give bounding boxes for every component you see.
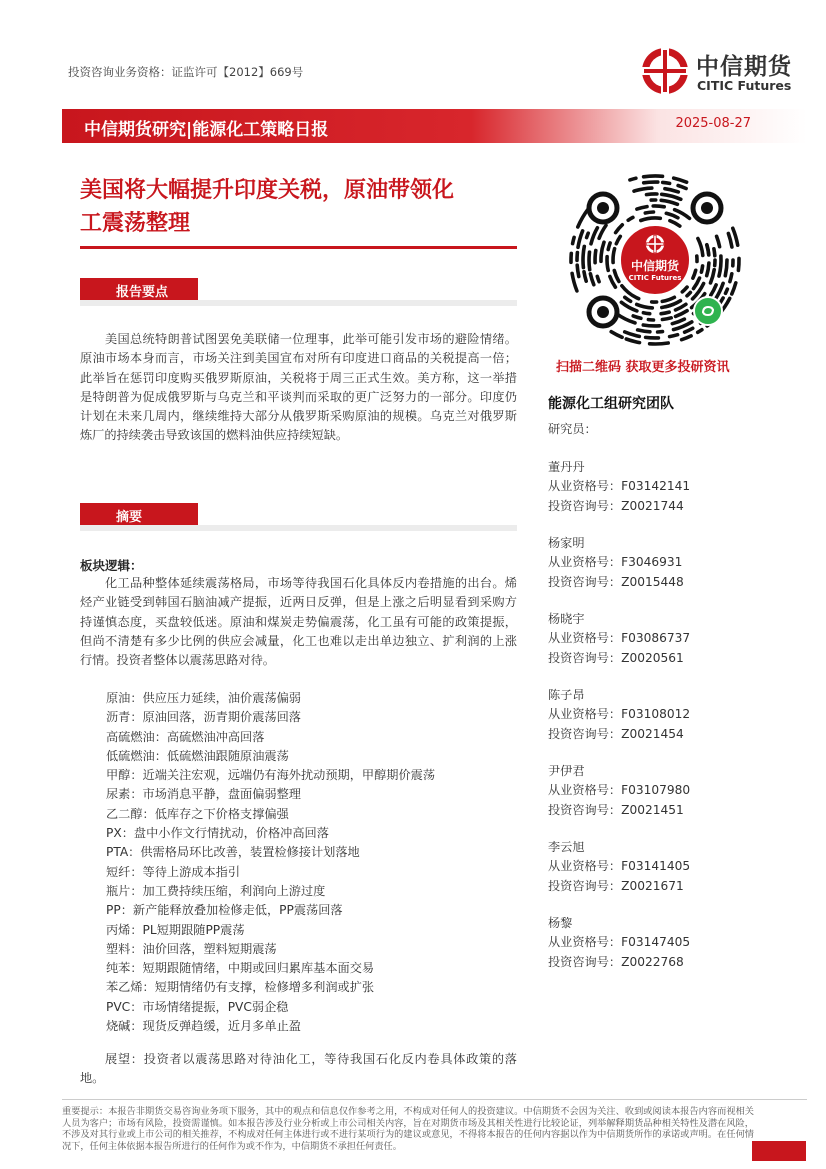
list-item: 高硫燃油：高硫燃油冲高回落 (106, 729, 265, 744)
team-member (548, 762, 690, 820)
team-member (548, 914, 690, 972)
list-item: 沥青：原油回落，沥青期价震荡回落 (106, 710, 301, 725)
member-practice-id: 从业资格号：F3046931 (548, 555, 683, 570)
headline-underline (80, 246, 517, 249)
headline-line-1: 美国将大幅提升印度关税，原油带领化 (80, 178, 455, 203)
member-consult-id: 投资咨询号：Z0021451 (548, 802, 684, 817)
section-tab-summary (80, 503, 517, 531)
list-item: 苯乙烯：短期情绪仍有支撑，检修增多利润或扩张 (106, 980, 375, 995)
member-practice-id: 从业资格号：F03107980 (548, 783, 691, 798)
report-date: 2025-08-27 (675, 116, 751, 131)
report-banner (62, 109, 807, 143)
list-item: 塑料：油价回落，塑料短期震荡 (106, 941, 277, 956)
report-points-text: 美国总统特朗普试图罢免美联储一位理事，此举可能引发市场的避险情绪。原油市场本身而言，市场关注到美国宣布对所有印度进口商品的关税提高一倍；此举旨在惩罚印度购买俄罗斯原油，关税将于周三正式生效。美方称，这一举措是特朗普为促成俄罗斯与乌克兰和平谈判而采取的更广泛努力的一部分。印度仍计划在未来几周内，继续维持大部分从俄罗斯采购原油的规模。乌克兰对俄罗斯炼厂的持续袭击导致该国的燃料油供应持续短缺。 (80, 332, 517, 443)
report-series-title: 中信期货研究|能源化工策略日报 (84, 120, 329, 140)
team-member (548, 838, 690, 896)
list-item: PVC：市场情绪提振，PVC弱企稳 (106, 999, 289, 1014)
page-number-tab (752, 1141, 806, 1161)
disclaimer: 重要提示：本报告非期货交易咨询业务项下服务，其中的观点和信息仅作参考之用，不构成对任何人的投资建议。中信期货不会因为关注、收到或阅读本报告内容而视相关人员为客户；市场有风险，投资需谨慎。如本报告涉及行业分析或上市公司相关内容，旨在对期货市场及其相关性进行比较论证，列举解释期货品种相关特性及潜在风险，不涉及对其行业或上市公司的相关推荐，不构成对任何主体进行或不进行某项行为的建议或意见，不得将本报告的任何内容据以作为中信期货所作的承诺或声明。在任何情况下，任何主体依据本报告所进行的任何作为或不作为，中信期货不承担任何责任。 (62, 1106, 754, 1152)
list-item: 短纤：等待上游成本指引 (106, 864, 241, 879)
team-member (548, 534, 684, 592)
logo-chinese-name: 中信期货 (696, 54, 792, 80)
report-points-paragraph (80, 330, 517, 446)
team-member (548, 458, 690, 516)
sector-logic-paragraph (80, 574, 517, 670)
section-tab-report-points (80, 278, 517, 306)
member-practice-id: 从业资格号：F03141405 (548, 859, 691, 874)
section-label-summary: 摘要 (116, 510, 143, 525)
outlook-paragraph (80, 1050, 517, 1089)
member-practice-id: 从业资格号：F03108012 (548, 707, 691, 722)
sector-logic-heading: 板块逻辑： (80, 558, 143, 573)
member-consult-id: 投资咨询号：Z0015448 (548, 574, 684, 589)
team-member (548, 610, 690, 668)
member-consult-id: 投资咨询号：Z0021744 (548, 498, 684, 513)
member-consult-id: 投资咨询号：Z0022768 (548, 954, 684, 969)
member-name: 杨晓宇 (548, 612, 585, 626)
member-name: 尹伊君 (548, 764, 585, 778)
list-item: 低硫燃油：低硫燃油跟随原油震荡 (106, 748, 289, 763)
sector-logic-text: 化工品种整体延续震荡格局，市场等待我国石化具体反内卷措施的出台。烯烃产业链受到韩国石脑油减产提振，近两日反弹，但是上涨之后明显看到采购方持谨慎态度，买盘较低迷。原油和煤炭走势偏震荡，化工虽有可能的政策提振，但尚不清楚有多少比例的供应会减量，化工也难以走出单边独立、扩利润的上涨行情。投资者整体以震荡思路对待。 (80, 576, 517, 668)
product-outlook-list (106, 689, 435, 1036)
list-item: PX：盘中小作文行情扰动，价格冲高回落 (106, 826, 329, 841)
qr-caption: 扫描二维码 获取更多投研资讯 (556, 360, 730, 375)
member-name: 董丹丹 (548, 460, 585, 474)
list-item: PTA：供需格局环比改善，装置检修接计划落地 (106, 845, 360, 860)
member-name: 杨家明 (548, 536, 585, 550)
license-text: 投资咨询业务资格：证监许可【2012】669号 (68, 65, 304, 79)
headline-line-2: 工震荡整理 (80, 211, 191, 236)
logo-english-name: CITIC Futures (697, 78, 792, 93)
section-label-report-points: 报告要点 (116, 285, 169, 300)
qr-center-en: CITIC Futures (628, 274, 682, 282)
member-name: 杨黎 (548, 916, 573, 930)
member-practice-id: 从业资格号：F03086737 (548, 631, 691, 646)
team-title: 能源化工组研究团队 (548, 396, 674, 412)
list-item: 纯苯：短期跟随情绪，中期或回归累库基本面交易 (106, 961, 375, 976)
list-item: 甲醇：近端关注宏观，远端仍有海外扰动预期，甲醇期价震荡 (106, 768, 436, 783)
member-consult-id: 投资咨询号：Z0021454 (548, 726, 684, 741)
member-name: 陈子昂 (548, 688, 585, 702)
team-role-label: 研究员： (548, 422, 597, 436)
outlook-text: 展望：投资者以震荡思路对待油化工，等待我国石化反内卷具体政策的落地。 (80, 1052, 517, 1086)
list-item: 原油：供应压力延续，油价震荡偏弱 (106, 691, 301, 705)
citic-logo (640, 46, 805, 98)
citic-emblem-icon (645, 234, 665, 254)
list-item: 乙二醇：低库存之下价格支撑偏强 (106, 806, 289, 821)
member-consult-id: 投资咨询号：Z0021671 (548, 878, 684, 893)
list-item: 尿素：市场消息平静，盘面偏弱整理 (106, 787, 301, 802)
citic-emblem-icon (640, 46, 690, 96)
member-consult-id: 投资咨询号：Z0020561 (548, 650, 684, 665)
list-item: 瓶片：加工费持续压缩，利润向上游过度 (106, 883, 326, 898)
qr-center-badge (617, 222, 693, 298)
headline (80, 174, 520, 240)
qr-center-cn: 中信期货 (630, 259, 679, 273)
member-practice-id: 从业资格号：F03142141 (548, 479, 691, 494)
footer-divider (62, 1099, 807, 1100)
mini-program-icon (693, 296, 723, 326)
member-name: 李云旭 (548, 840, 585, 854)
list-item: 丙烯：PL短期跟随PP震荡 (106, 922, 245, 937)
team-member (548, 686, 690, 744)
qr-code[interactable] (565, 170, 745, 350)
list-item: PP：新产能释放叠加检修走低，PP震荡回落 (106, 903, 343, 918)
list-item: 烧碱：现货反弹趋缓，近月多单止盈 (106, 1019, 301, 1034)
member-practice-id: 从业资格号：F03147405 (548, 935, 691, 950)
